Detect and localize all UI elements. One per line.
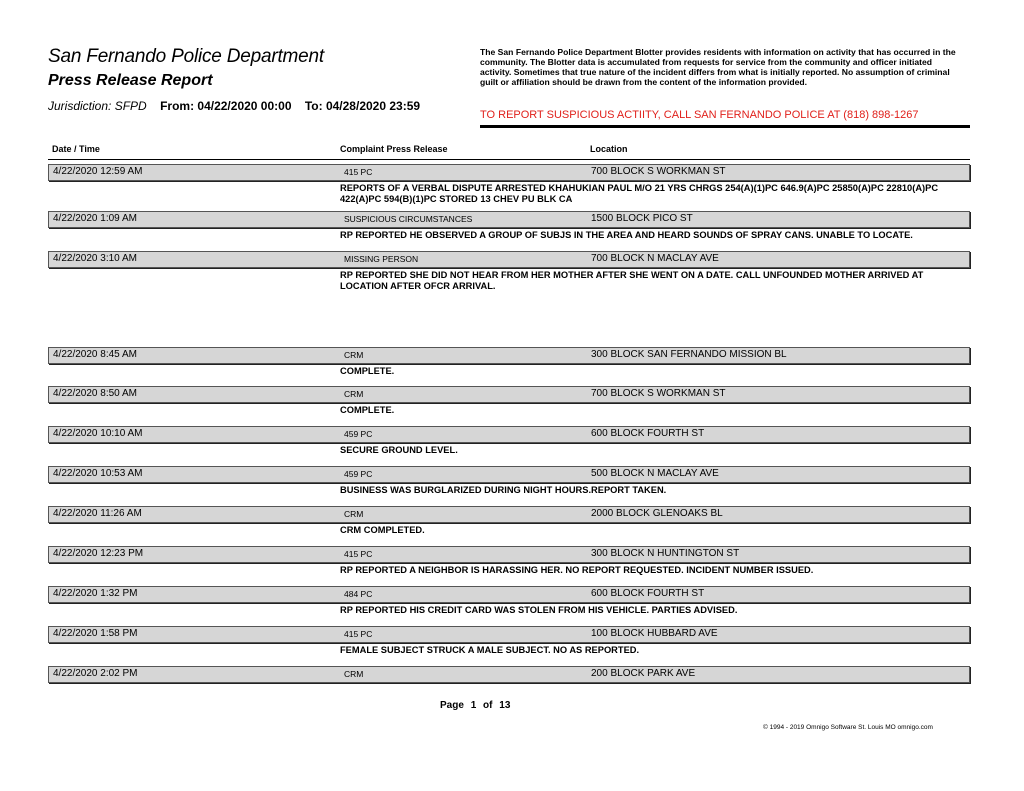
record-location: 700 BLOCK S WORKMAN ST xyxy=(591,388,726,399)
record-location: 500 BLOCK N MACLAY AVE xyxy=(591,468,719,479)
record-row xyxy=(48,347,970,364)
record-narrative: FEMALE SUBJECT STRUCK A MALE SUBJECT. NO AS REPORTED. xyxy=(340,645,640,655)
disclaimer-text: The San Fernando Police Department Blotter provides residents with information on activity that has occurred in the community. The Blotter data is accumulated from requests for service from the community and officer initiated activity. Sometimes that true nature of the incident differs from what is initially reported. No assumption of criminal guilt or affiliation should be drawn from the content of the information provided. xyxy=(480,47,956,87)
record-complaint: 459 PC xyxy=(344,469,373,479)
record-datetime: 4/22/2020 12:59 AM xyxy=(53,166,143,177)
header-rule xyxy=(480,125,970,128)
record-complaint: SUSPICIOUS CIRCUMSTANCES xyxy=(344,214,473,224)
record-complaint: 459 PC xyxy=(344,429,373,439)
to-label: To: xyxy=(304,99,323,113)
page-indicator xyxy=(440,700,514,711)
record-narrative: RP REPORTED SHE DID NOT HEAR FROM HER MOTHER AFTER SHE WENT ON A DATE. CALL UNFOUNDED MOTHER ARRIVED AT LOCATION AFTER OFCR ARRIVAL. xyxy=(340,270,924,291)
record-complaint: CRM xyxy=(344,389,364,399)
record-narrative: COMPLETE. xyxy=(340,405,395,415)
record-complaint: CRM xyxy=(344,350,364,360)
record-datetime: 4/22/2020 8:50 AM xyxy=(53,388,137,399)
record-location: 300 BLOCK SAN FERNANDO MISSION BL xyxy=(591,349,787,360)
record-datetime: 4/22/2020 1:32 PM xyxy=(53,588,138,599)
column-header-complaint: Complaint Press Release xyxy=(340,144,448,154)
record-row xyxy=(48,506,970,523)
record-narrative: RP REPORTED HIS CREDIT CARD WAS STOLEN FROM HIS VEHICLE. PARTIES ADVISED. xyxy=(340,605,738,615)
record-complaint: 415 PC xyxy=(344,549,373,559)
record-location: 1500 BLOCK PICO ST xyxy=(591,213,693,224)
record-row xyxy=(48,164,970,181)
record-location: 100 BLOCK HUBBARD AVE xyxy=(591,628,718,639)
record-location: 2000 BLOCK GLENOAKS BL xyxy=(591,508,723,519)
record-datetime: 4/22/2020 1:58 PM xyxy=(53,628,138,639)
record-row xyxy=(48,626,970,643)
record-complaint: CRM xyxy=(344,509,364,519)
record-row xyxy=(48,586,970,603)
suspicious-activity-warning: TO REPORT SUSPICIOUS ACTIITY, CALL SAN FERNANDO POLICE AT (818) 898-1267 xyxy=(480,109,919,121)
column-header-rule xyxy=(48,159,970,160)
record-complaint: CRM xyxy=(344,669,364,679)
record-complaint: 484 PC xyxy=(344,589,373,599)
record-datetime: 4/22/2020 2:02 PM xyxy=(53,668,138,679)
page-of: of xyxy=(483,700,493,711)
record-datetime: 4/22/2020 11:26 AM xyxy=(53,508,142,519)
jurisdiction-value: SFPD xyxy=(114,99,147,113)
jurisdiction-line xyxy=(48,99,420,113)
column-header-datetime: Date / Time xyxy=(52,144,100,154)
report-subtitle: Press Release Report xyxy=(48,72,213,89)
record-narrative: REPORTS OF A VERBAL DISPUTE ARRESTED KHAHUKIAN PAUL M/O 21 YRS CHRGS 254(A)(1)PC 646.9(A)PC 25850(A)PC 22810(A)PC 422(A)PC 594(B)(1)PC STORED 13 CHEV PU BLK CA xyxy=(340,183,939,204)
from-value: 04/22/2020 00:00 xyxy=(197,99,292,113)
page-total: 13 xyxy=(499,700,511,711)
page-current: 1 xyxy=(470,700,477,711)
record-row xyxy=(48,666,970,683)
record-narrative: RP REPORTED A NEIGHBOR IS HARASSING HER. NO REPORT REQUESTED. INCIDENT NUMBER ISSUED. xyxy=(340,565,814,575)
record-location: 700 BLOCK N MACLAY AVE xyxy=(591,253,719,264)
report-title: San Fernando Police Department xyxy=(48,46,324,67)
record-location: 600 BLOCK FOURTH ST xyxy=(591,428,705,439)
record-narrative: COMPLETE. xyxy=(340,366,395,376)
record-datetime: 4/22/2020 3:10 AM xyxy=(53,253,137,264)
record-complaint: MISSING PERSON xyxy=(344,254,419,264)
record-datetime: 4/22/2020 10:53 AM xyxy=(53,468,143,479)
record-row xyxy=(48,546,970,563)
record-location: 200 BLOCK PARK AVE xyxy=(591,668,696,679)
page-label: Page xyxy=(440,700,464,711)
column-header-location: Location xyxy=(590,144,628,154)
record-datetime: 4/22/2020 12:23 PM xyxy=(53,548,144,559)
record-location: 600 BLOCK FOURTH ST xyxy=(591,588,705,599)
record-datetime: 4/22/2020 8:45 AM xyxy=(53,349,137,360)
record-row xyxy=(48,251,970,268)
from-label: From: xyxy=(160,99,195,113)
record-row xyxy=(48,386,970,403)
record-complaint: 415 PC xyxy=(344,629,373,639)
record-location: 700 BLOCK S WORKMAN ST xyxy=(591,166,726,177)
jurisdiction-label: Jurisdiction: xyxy=(48,99,112,113)
record-row xyxy=(48,466,970,483)
copyright: © 1994 - 2019 Omnigo Software St. Louis MO omnigo.com xyxy=(763,724,933,731)
record-row xyxy=(48,426,970,443)
record-narrative: RP REPORTED HE OBSERVED A GROUP OF SUBJS IN THE AREA AND HEARD SOUNDS OF SPRAY CANS. UNABLE TO LOCATE. xyxy=(340,230,913,240)
record-narrative: SECURE GROUND LEVEL. xyxy=(340,445,458,455)
record-narrative: BUSINESS WAS BURGLARIZED DURING NIGHT HOURS.REPORT TAKEN. xyxy=(340,485,667,495)
record-narrative: CRM COMPLETED. xyxy=(340,525,425,535)
record-datetime: 4/22/2020 1:09 AM xyxy=(53,213,137,224)
record-complaint: 415 PC xyxy=(344,167,373,177)
record-location: 300 BLOCK N HUNTINGTON ST xyxy=(591,548,740,559)
record-datetime: 4/22/2020 10:10 AM xyxy=(53,428,143,439)
record-row xyxy=(48,211,970,228)
to-value: 04/28/2020 23:59 xyxy=(325,99,421,113)
